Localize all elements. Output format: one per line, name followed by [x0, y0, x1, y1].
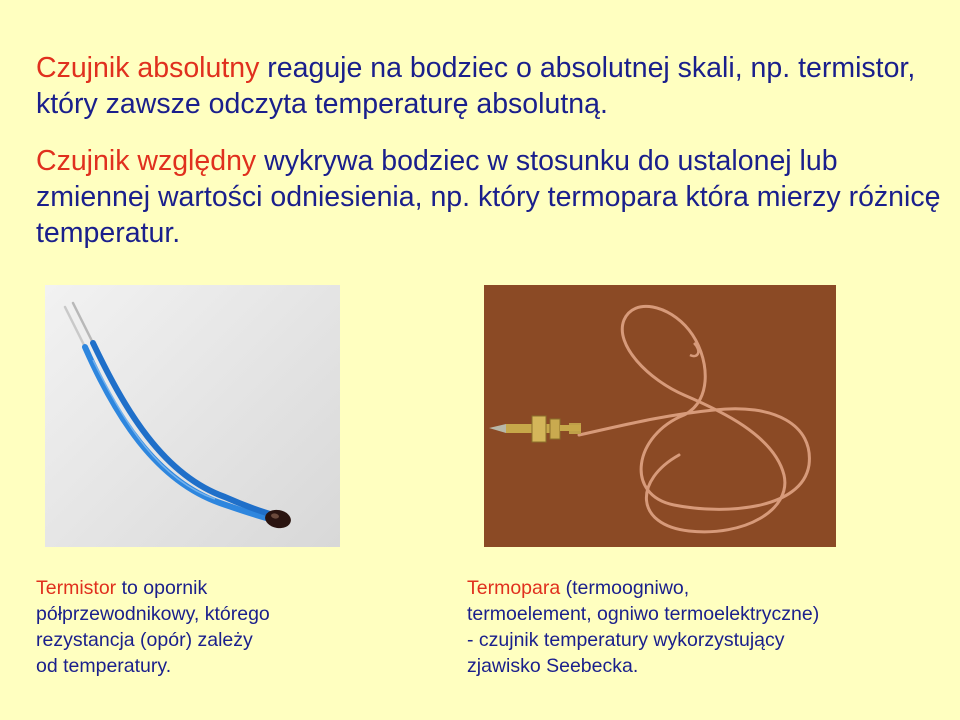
- relative-sensor-description: wykrywa bodziec w stosunku do ustalonej lub zmiennej wartości odniesienia, np. który termopara która mierzy różnicę temperatur.: [36, 145, 941, 249]
- thermocouple-caption-line-3: - czujnik temperatury wykorzystujący: [467, 629, 785, 651]
- thermistor-caption-line-2: półprzewodnikowy, którego: [36, 603, 270, 625]
- thermocouple-caption: [467, 575, 947, 679]
- term-relative-sensor: Czujnik względny: [36, 145, 257, 177]
- thermistor-caption-text-1: to opornik: [116, 577, 208, 599]
- paragraph-relative-sensor: [36, 143, 946, 251]
- thermistor-photo: [45, 285, 340, 547]
- absolute-sensor-description: reaguje na bodziec o absolutnej skali, np. termistor, który zawsze odczyta temperaturę absolutną.: [36, 52, 916, 120]
- thermocouple-caption-line-4: zjawisko Seebecka.: [467, 655, 639, 677]
- thermistor-caption-line-3: rezystancja (opór) zależy: [36, 629, 253, 651]
- thermistor-caption-line-1: [36, 575, 366, 601]
- thermocouple-photo: [484, 285, 836, 547]
- thermocouple-caption-line-2: termoelement, ogniwo termoelektryczne): [467, 603, 820, 625]
- thermocouple-caption-line-1: [467, 575, 947, 601]
- term-thermocouple: Termopara: [467, 577, 561, 599]
- thermocouple-caption-text-1: (termoogniwo,: [560, 577, 690, 599]
- term-absolute-sensor: Czujnik absolutny: [36, 52, 260, 84]
- term-thermistor: Termistor: [36, 577, 117, 599]
- thermistor-caption: [36, 575, 366, 679]
- paragraph-absolute-sensor: [36, 50, 936, 122]
- thermistor-caption-line-4: od temperatury.: [36, 655, 172, 677]
